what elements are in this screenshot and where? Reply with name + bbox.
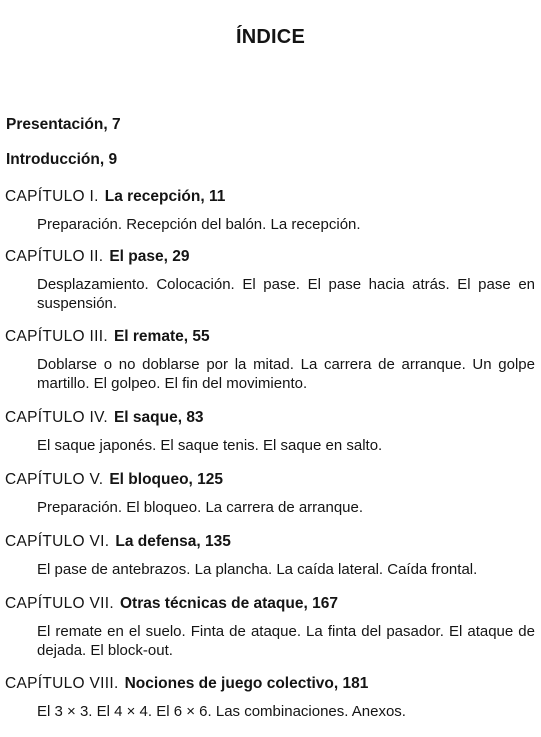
chapter-description: Desplazamiento. Colocación. El pase. El pase hacia atrás. El pase en suspensión. <box>37 276 535 312</box>
chapter-title: La defensa, 135 <box>115 533 231 550</box>
chapter-title: El saque, 83 <box>113 409 204 426</box>
chapter-description: El saque japonés. El saque tenis. El saque en salto. <box>37 437 383 454</box>
chapter-heading <box>5 674 535 694</box>
chapter-title: Otras técnicas de ataque, 167 <box>119 595 338 612</box>
chapter-entry-7 <box>5 594 535 660</box>
chapter-heading <box>5 327 535 347</box>
chapter-title: El pase, 29 <box>109 248 190 265</box>
chapter-entry-6 <box>5 532 535 579</box>
chapter-entry-4 <box>5 408 535 455</box>
chapter-description: El remate en el suelo. Finta de ataque. La finta del pasador. El ataque de dejada. El block-out. <box>37 623 535 659</box>
chapter-title: El remate, 55 <box>113 328 210 345</box>
chapter-number: CAPÍTULO VIII. <box>5 675 119 692</box>
chapter-heading <box>5 187 535 207</box>
chapter-number: CAPÍTULO VII. <box>5 595 114 612</box>
chapter-heading <box>5 594 535 614</box>
chapter-description: Preparación. El bloqueo. La carrera de arranque. <box>37 499 364 516</box>
chapter-heading <box>5 532 535 552</box>
chapter-title: El bloqueo, 125 <box>109 471 224 488</box>
chapter-entry-2 <box>5 247 535 313</box>
chapter-number: CAPÍTULO IV. <box>5 409 108 426</box>
chapter-entry-3 <box>5 327 535 393</box>
chapter-number: CAPÍTULO V. <box>5 471 104 488</box>
chapter-number: CAPÍTULO III. <box>5 328 108 345</box>
chapter-description: Doblarse o no doblarse por la mitad. La carrera de arranque. Un golpe martillo. El golpeo. El fin del movimiento. <box>37 356 535 392</box>
chapter-heading <box>5 470 535 490</box>
chapter-description: El 3 × 3. El 4 × 4. El 6 × 6. Las combinaciones. Anexos. <box>37 703 406 720</box>
chapter-number: CAPÍTULO II. <box>5 248 104 265</box>
page-title: ÍNDICE <box>236 26 305 48</box>
chapter-description: Preparación. Recepción del balón. La recepción. <box>37 216 361 233</box>
chapter-number: CAPÍTULO VI. <box>5 533 110 550</box>
front-matter-introduccion: Introducción, 9 <box>6 151 118 168</box>
chapter-title: La recepción, 11 <box>104 188 226 205</box>
chapter-description: El pase de antebrazos. La plancha. La caída lateral. Caída frontal. <box>37 561 478 578</box>
chapter-entry-5 <box>5 470 535 517</box>
chapter-entry-1 <box>5 187 535 234</box>
chapter-number: CAPÍTULO I. <box>5 188 99 205</box>
chapter-heading <box>5 247 535 267</box>
chapter-title: Nociones de juego colectivo, 181 <box>124 675 369 692</box>
chapter-entry-8 <box>5 674 535 721</box>
front-matter-presentacion: Presentación, 7 <box>6 116 121 133</box>
chapter-heading <box>5 408 535 428</box>
